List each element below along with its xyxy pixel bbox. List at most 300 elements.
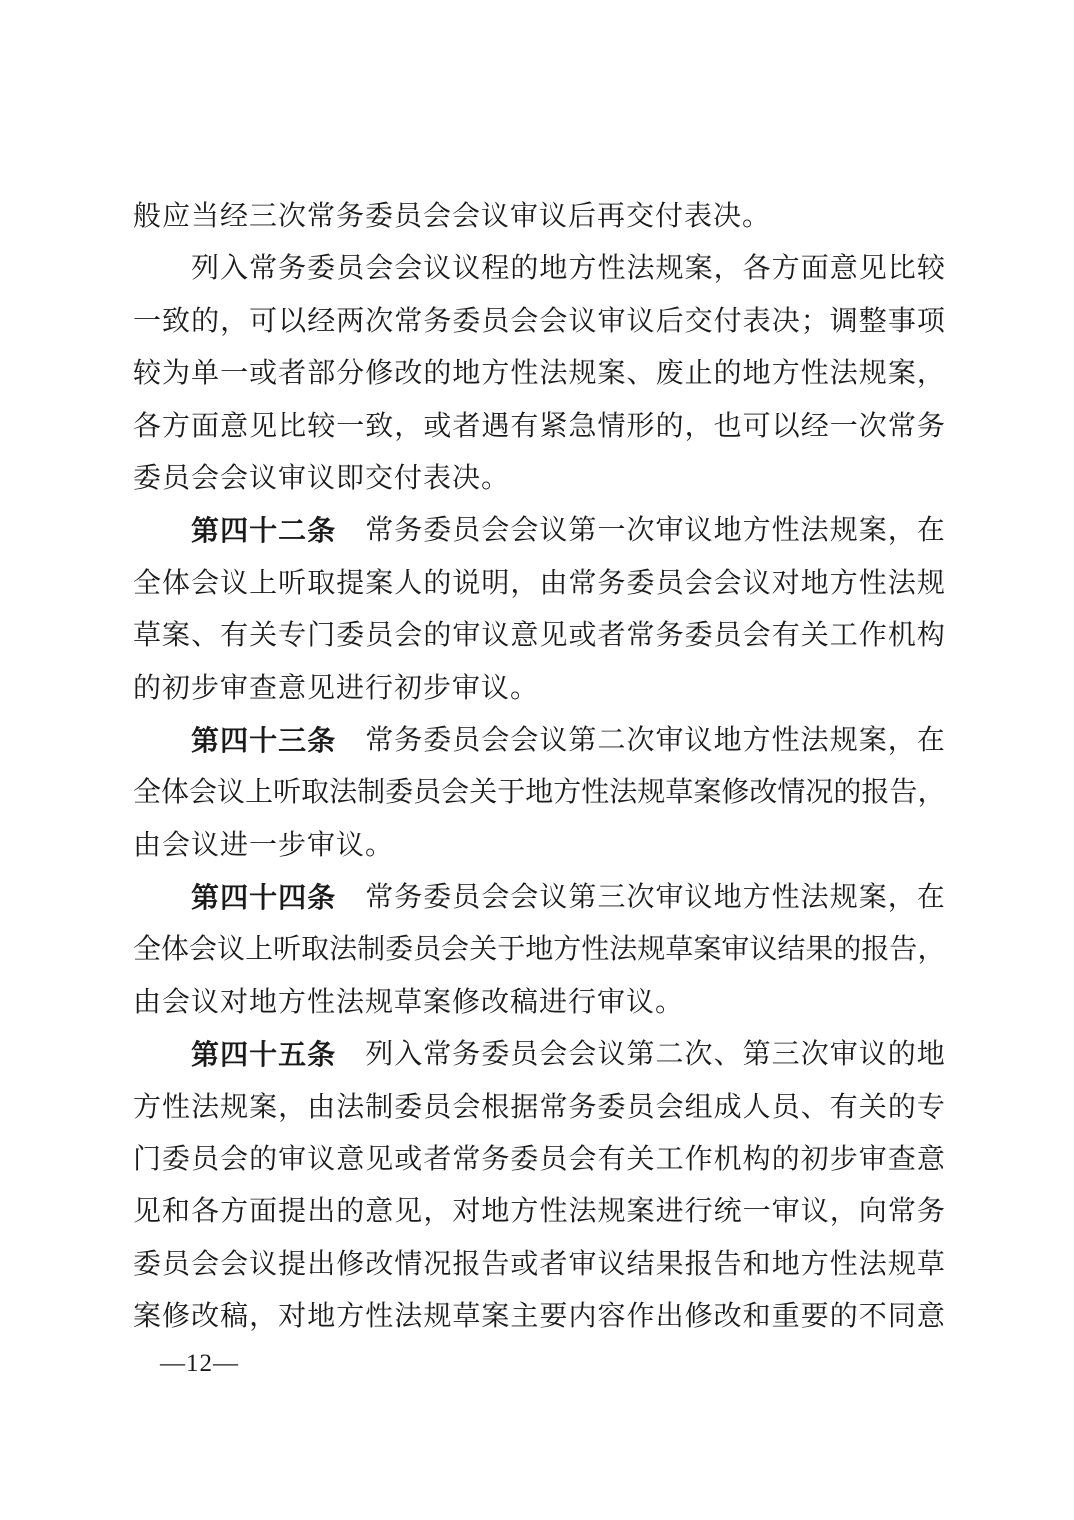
body-char: 草 (665, 934, 694, 966)
body-char: 报 (452, 1248, 481, 1280)
article-number-char: 第 (191, 1039, 220, 1071)
body-char: 的 (887, 1091, 916, 1123)
body-char: 入 (220, 253, 249, 285)
text-block (133, 191, 945, 1344)
body-char: 委 (597, 1091, 626, 1123)
body-char: 改 (394, 358, 423, 390)
body-char: 体 (162, 567, 191, 599)
body-char: 会 (220, 1144, 249, 1176)
body-char: 法 (858, 1248, 887, 1280)
article-number-char: 四 (220, 515, 249, 547)
body-char: 的 (655, 410, 684, 442)
body-char: 或 (510, 1248, 539, 1280)
body-char: 案 (858, 724, 887, 756)
body-char: ， (713, 253, 742, 285)
body-char: 废 (655, 358, 684, 390)
body-char: 的 (771, 1144, 800, 1176)
body-char: 性 (858, 567, 887, 599)
body-char: 修 (365, 358, 394, 390)
body-char: 见 (858, 253, 887, 285)
body-char: 修 (162, 1301, 191, 1333)
body-char: 法 (609, 777, 638, 809)
fullwidth-space (336, 1029, 364, 1081)
body-char: 法 (394, 1301, 423, 1333)
body-char: 制 (365, 1091, 394, 1123)
body-char: 常 (365, 882, 394, 914)
body-char: 在 (916, 882, 945, 914)
article-number-char: 五 (278, 1039, 307, 1071)
body-char: 有 (829, 1091, 858, 1123)
body-char: 委 (423, 882, 452, 914)
body-char: 告 (889, 934, 918, 966)
body-char: 委 (626, 567, 655, 599)
body-char: 或 (423, 410, 452, 442)
fullwidth-space (133, 243, 161, 295)
body-char: 一 (336, 410, 365, 442)
body-char: 议 (539, 882, 568, 914)
body-char: 议 (539, 724, 568, 756)
body-char: 方 (336, 1301, 365, 1333)
body-char: 修 (721, 777, 750, 809)
text-line (133, 505, 945, 557)
fullwidth-space (336, 505, 364, 557)
body-char: 的 (833, 934, 862, 966)
body-char: ， (887, 724, 916, 756)
body-char: 告 (889, 777, 918, 809)
body-char: 为 (162, 358, 191, 390)
body-char: 法 (800, 724, 829, 756)
body-char: 案 (133, 1301, 162, 1333)
body-char: 结 (626, 1248, 655, 1280)
body-char: 次 (365, 305, 394, 337)
body-char: 议 (307, 1144, 336, 1176)
body-char: 人 (742, 1091, 771, 1123)
body-char: 提 (278, 1196, 307, 1228)
body-char: 要 (800, 1301, 829, 1333)
body-char: 会 (510, 882, 539, 914)
body-char: 性 (365, 1301, 394, 1333)
body-char: 委 (385, 934, 414, 966)
body-char: 上 (245, 777, 274, 809)
body-char: 性 (162, 1091, 191, 1123)
body-char: 说 (452, 567, 481, 599)
body-char: 重 (771, 1301, 800, 1333)
body-char: 会 (539, 305, 568, 337)
body-char: 、 (713, 1039, 742, 1071)
body-char: 以 (278, 305, 307, 337)
body-char: 制 (357, 934, 386, 966)
body-char: 规 (637, 777, 666, 809)
body-char: 会 (365, 253, 394, 285)
fullwidth-space (162, 715, 190, 767)
text-line: 的初步审查意见进行初步审议。 (133, 672, 540, 704)
body-char: 方 (553, 934, 582, 966)
body-char: 员 (423, 1091, 452, 1123)
body-char: 的 (833, 777, 862, 809)
body-char: 议 (423, 253, 452, 285)
body-char: 有 (220, 620, 249, 652)
body-char: 草 (452, 1301, 481, 1333)
body-char: 修 (684, 1301, 713, 1333)
body-char: ， (916, 358, 945, 390)
body-char: 审 (597, 305, 626, 337)
article-number-char: 二 (278, 515, 307, 547)
body-char: 次 (626, 882, 655, 914)
body-char: 务 (916, 1196, 945, 1228)
body-char: 者 (278, 358, 307, 390)
body-char: 方 (742, 882, 771, 914)
body-char: 法 (336, 1091, 365, 1123)
body-char: 员 (655, 567, 684, 599)
body-char: 会 (481, 724, 510, 756)
body-char: 步 (829, 1144, 858, 1176)
body-char: 案 (481, 1301, 510, 1333)
body-char: 员 (626, 1091, 655, 1123)
body-char: 法 (829, 358, 858, 390)
body-char: 法 (626, 253, 655, 285)
body-char: 审 (278, 1144, 307, 1176)
body-char: 性 (829, 1248, 858, 1280)
body-char: 第 (568, 515, 597, 547)
body-char: 或 (394, 1144, 423, 1176)
body-char: 门 (133, 1144, 162, 1176)
body-char: 在 (916, 724, 945, 756)
body-char: 形 (626, 410, 655, 442)
body-char: ， (249, 1301, 278, 1333)
body-char: 关 (626, 1144, 655, 1176)
fullwidth-space (162, 872, 190, 924)
body-char: 三 (771, 1039, 800, 1071)
body-char: 会 (189, 777, 218, 809)
body-char: 会 (189, 934, 218, 966)
body-char: 会 (510, 724, 539, 756)
body-char: 向 (858, 1196, 887, 1228)
body-char: 、 (800, 1091, 829, 1123)
body-char: 各 (133, 410, 162, 442)
body-char: 初 (800, 1144, 829, 1176)
body-char: 改 (191, 1301, 220, 1333)
body-char: 议 (217, 934, 246, 966)
body-char: 改 (749, 777, 778, 809)
text-line (133, 715, 945, 767)
body-char: 委 (385, 777, 414, 809)
body-char: 次 (684, 1039, 713, 1071)
body-char: 地 (742, 358, 771, 390)
body-char: 地 (713, 515, 742, 547)
body-char: 规 (568, 358, 597, 390)
body-char: 务 (481, 1144, 510, 1176)
body-char: 二 (655, 1039, 684, 1071)
body-char: 务 (916, 410, 945, 442)
article-number-char: 十 (249, 515, 278, 547)
article-number-char: 第 (191, 724, 220, 756)
body-char: 规 (887, 1248, 916, 1280)
body-char: 案 (626, 1196, 655, 1228)
body-char: 方 (220, 1196, 249, 1228)
body-char: 员 (510, 1039, 539, 1071)
body-char: 决 (771, 305, 800, 337)
body-char: 规 (637, 934, 666, 966)
body-char: 员 (365, 620, 394, 652)
body-char: 意 (916, 1301, 945, 1333)
body-char: 员 (336, 253, 365, 285)
body-char: 性 (510, 358, 539, 390)
body-char: 草 (665, 777, 694, 809)
body-char: 第 (742, 1039, 771, 1071)
body-char: 性 (581, 777, 610, 809)
body-char: 法 (191, 1091, 220, 1123)
body-char: 的 (191, 305, 220, 337)
body-char: 见 (394, 1196, 423, 1228)
body-char: 列 (191, 253, 220, 285)
body-char: 对 (452, 1196, 481, 1228)
body-char: 会 (452, 1091, 481, 1123)
body-char: 面 (191, 410, 220, 442)
fullwidth-space (162, 1029, 190, 1081)
fullwidth-space (162, 505, 190, 557)
text-line: 由会议进一步审议。 (133, 829, 395, 861)
body-char: 委 (684, 620, 713, 652)
body-char: 案 (249, 1091, 278, 1123)
body-char: 委 (423, 515, 452, 547)
article-number-char: 条 (307, 882, 336, 914)
body-char: 意 (510, 620, 539, 652)
body-char: 法 (329, 777, 358, 809)
text-line: 般应当经三次常务委员会会议审议后再交付表决。 (133, 201, 772, 232)
body-char: 务 (452, 1039, 481, 1071)
body-char: 人 (394, 567, 423, 599)
body-char: 方 (742, 515, 771, 547)
body-char: 的 (510, 253, 539, 285)
body-char: 出 (307, 1196, 336, 1228)
body-char: 议 (481, 620, 510, 652)
body-char: 次 (626, 724, 655, 756)
body-char: 常 (249, 253, 278, 285)
body-char: 改 (365, 1248, 394, 1280)
body-char: 规 (597, 1196, 626, 1228)
fullwidth-space (133, 715, 161, 767)
body-char: 专 (278, 620, 307, 652)
body-char: 性 (771, 882, 800, 914)
body-char: 的 (423, 620, 452, 652)
body-char: 关 (249, 620, 278, 652)
text-line (133, 610, 945, 662)
body-char: 地 (525, 934, 554, 966)
body-char: 案 (162, 620, 191, 652)
body-char: 议 (597, 1039, 626, 1071)
body-char: 一 (597, 515, 626, 547)
body-char: 门 (307, 620, 336, 652)
body-char: 法 (329, 934, 358, 966)
body-char: 会 (481, 882, 510, 914)
body-char: 比 (278, 410, 307, 442)
body-char: 两 (336, 305, 365, 337)
body-char: 议 (597, 1248, 626, 1280)
body-char: 一 (133, 305, 162, 337)
body-char: 委 (452, 305, 481, 337)
article-number-char: 十 (249, 882, 278, 914)
body-char: 制 (357, 777, 386, 809)
article-number-char: 四 (220, 724, 249, 756)
body-char: 情 (394, 1248, 423, 1280)
body-char: 的 (887, 1039, 916, 1071)
body-char: 会 (510, 305, 539, 337)
body-char: 方 (553, 777, 582, 809)
body-char: 、 (191, 620, 220, 652)
body-char: 提 (336, 567, 365, 599)
body-char: 会 (191, 1248, 220, 1280)
body-char: 案 (858, 515, 887, 547)
body-char: 员 (539, 1144, 568, 1176)
body-char: 委 (133, 1248, 162, 1280)
body-char: 委 (394, 1091, 423, 1123)
body-char: 议 (626, 305, 655, 337)
body-char: 意 (220, 410, 249, 442)
fullwidth-space (133, 1029, 161, 1081)
body-char: 上 (249, 567, 278, 599)
body-char: 一 (742, 1196, 771, 1228)
body-char: 有 (771, 620, 800, 652)
article-number-char: 条 (307, 724, 336, 756)
body-char: 意 (829, 253, 858, 285)
body-char: 议 (858, 1039, 887, 1071)
body-char: 地 (481, 1196, 510, 1228)
body-char: 取 (301, 934, 330, 966)
body-char: 员 (713, 620, 742, 652)
body-char: 各 (742, 253, 771, 285)
body-char: 不 (858, 1301, 887, 1333)
body-char: 容 (597, 1301, 626, 1333)
text-line (133, 1082, 945, 1134)
article-number-char: 条 (307, 515, 336, 547)
body-char: 议 (684, 882, 713, 914)
body-char: 经 (800, 410, 829, 442)
body-char: 常 (539, 1091, 568, 1123)
body-char: 况 (805, 777, 834, 809)
body-char: 议 (539, 515, 568, 547)
body-char: 全 (133, 934, 162, 966)
fullwidth-space (133, 505, 161, 557)
body-char: 对 (771, 567, 800, 599)
body-char: 成 (713, 1091, 742, 1123)
body-char: 列 (365, 1039, 394, 1071)
body-char: 出 (307, 1248, 336, 1280)
body-char: 性 (581, 934, 610, 966)
body-char: 法 (609, 934, 638, 966)
article-number-char: 第 (191, 882, 220, 914)
body-char: 会 (713, 567, 742, 599)
body-char: 议 (568, 305, 597, 337)
body-char: 常 (626, 620, 655, 652)
body-char: 者 (539, 1248, 568, 1280)
body-char: ， (278, 1091, 307, 1123)
body-char: 也 (713, 410, 742, 442)
article-number-char: 四 (278, 882, 307, 914)
body-char: 果 (805, 934, 834, 966)
body-char: 案 (693, 934, 722, 966)
body-char: 情 (777, 777, 806, 809)
body-char: 构 (742, 1144, 771, 1176)
body-char: ； (800, 305, 829, 337)
body-char: 的 (336, 1196, 365, 1228)
body-char: ， (887, 515, 916, 547)
body-char: 致 (365, 410, 394, 442)
article-number-char: 四 (220, 1039, 249, 1071)
body-char: 致 (162, 305, 191, 337)
body-char: ， (510, 567, 539, 599)
body-char: ， (829, 1196, 858, 1228)
body-char: 会 (510, 515, 539, 547)
body-char: 地 (452, 358, 481, 390)
body-char: 务 (655, 620, 684, 652)
body-char: 案 (597, 358, 626, 390)
body-char: ， (394, 410, 423, 442)
article-number-char: 第 (191, 515, 220, 547)
text-line (133, 558, 945, 610)
body-char: 性 (771, 724, 800, 756)
body-char: 案 (887, 358, 916, 390)
body-char: 方 (481, 358, 510, 390)
body-char: 根 (481, 1091, 510, 1123)
body-char: 议 (749, 934, 778, 966)
body-char: 者 (597, 620, 626, 652)
body-char: 法 (800, 515, 829, 547)
body-char: ， (887, 882, 916, 914)
body-char: 员 (162, 1248, 191, 1280)
body-char: 审 (721, 934, 750, 966)
body-char: 出 (655, 1301, 684, 1333)
body-char: 体 (161, 777, 190, 809)
body-char: 一 (220, 358, 249, 390)
body-char: 关 (469, 934, 498, 966)
body-char: 草 (916, 1248, 945, 1280)
article-number-char: 十 (249, 1039, 278, 1071)
text-line (133, 872, 945, 924)
body-char: 方 (771, 253, 800, 285)
body-char: 法 (568, 1196, 597, 1228)
body-char: 较 (307, 410, 336, 442)
body-char: 会 (394, 253, 423, 285)
text-line (133, 1291, 945, 1343)
body-char: 有 (510, 410, 539, 442)
body-char: 修 (336, 1248, 365, 1280)
fullwidth-space (133, 872, 161, 924)
body-char: 听 (278, 567, 307, 599)
body-char: 委 (510, 1144, 539, 1176)
body-char: 专 (916, 1091, 945, 1123)
body-char: 的 (423, 358, 452, 390)
body-char: 程 (481, 253, 510, 285)
body-char: 地 (539, 253, 568, 285)
body-char: 作 (626, 1301, 655, 1333)
body-char: 意 (365, 1196, 394, 1228)
body-char: 会 (568, 1039, 597, 1071)
body-char: 工 (655, 1144, 684, 1176)
body-char: 审 (655, 882, 684, 914)
body-char: 果 (655, 1248, 684, 1280)
body-char: 委 (162, 1144, 191, 1176)
body-char: 规 (220, 1091, 249, 1123)
article-number-char: 四 (220, 882, 249, 914)
body-char: 方 (829, 567, 858, 599)
body-char: 意 (336, 1144, 365, 1176)
body-char: 项 (916, 305, 945, 337)
body-char: 的 (713, 358, 742, 390)
body-char: 会 (481, 515, 510, 547)
body-char: 员 (452, 882, 481, 914)
body-char: 委 (481, 1039, 510, 1071)
body-char: 次 (626, 515, 655, 547)
